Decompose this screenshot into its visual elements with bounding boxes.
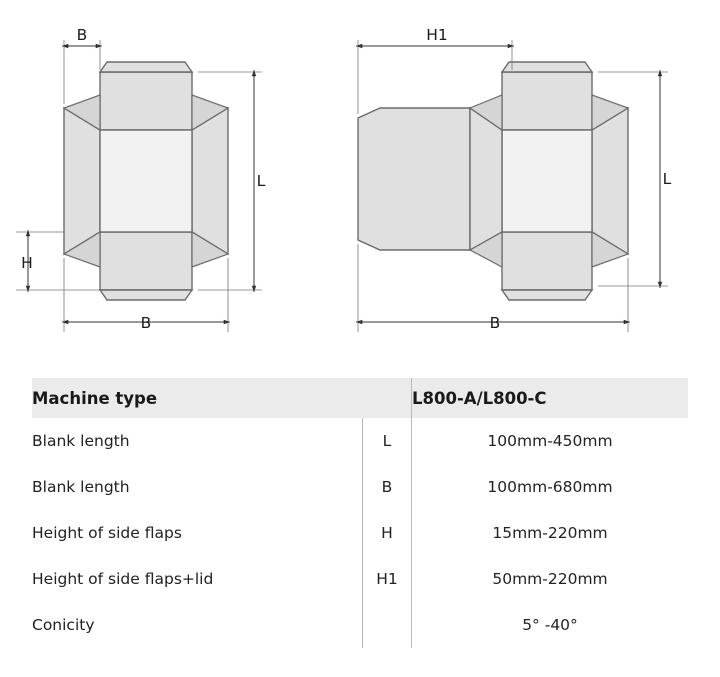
row-name: Conicity	[32, 616, 95, 634]
row-name: Height of side flaps	[32, 524, 182, 542]
right-label-b: B	[489, 314, 501, 332]
row-symbol	[363, 602, 412, 648]
row-name: Height of side flaps+lid	[32, 570, 214, 588]
row-symbol: H1	[363, 556, 412, 602]
table-row	[32, 510, 688, 556]
table-header-row	[32, 378, 688, 418]
row-value: 50mm-220mm	[412, 556, 689, 602]
row-name: Blank length	[32, 478, 130, 496]
row-value: 100mm-680mm	[412, 464, 689, 510]
table-row	[32, 418, 688, 464]
row-symbol: B	[363, 464, 412, 510]
right-blank-shape	[358, 62, 628, 300]
left-blank-shape	[64, 62, 228, 300]
left-label-l: L	[256, 172, 266, 190]
table-row	[32, 556, 688, 602]
table-body	[32, 378, 688, 648]
right-label-l: L	[662, 170, 672, 188]
header-model: L800-A/L800-C	[412, 378, 689, 418]
header-symbol	[363, 378, 412, 418]
right-label-h1: H1	[426, 26, 448, 44]
row-value: 15mm-220mm	[412, 510, 689, 556]
row-symbol: L	[363, 418, 412, 464]
table-row	[32, 602, 688, 648]
header-machine-type: Machine type	[32, 388, 158, 408]
row-value: 5° -40°	[412, 602, 689, 648]
specification-table	[32, 378, 688, 648]
left-label-b-top: B	[76, 26, 88, 44]
row-name: Blank length	[32, 432, 130, 450]
row-symbol: H	[363, 510, 412, 556]
left-label-b-bottom: B	[140, 314, 152, 332]
row-value: 100mm-450mm	[412, 418, 689, 464]
table-row	[32, 464, 688, 510]
left-label-h: H	[21, 254, 33, 272]
